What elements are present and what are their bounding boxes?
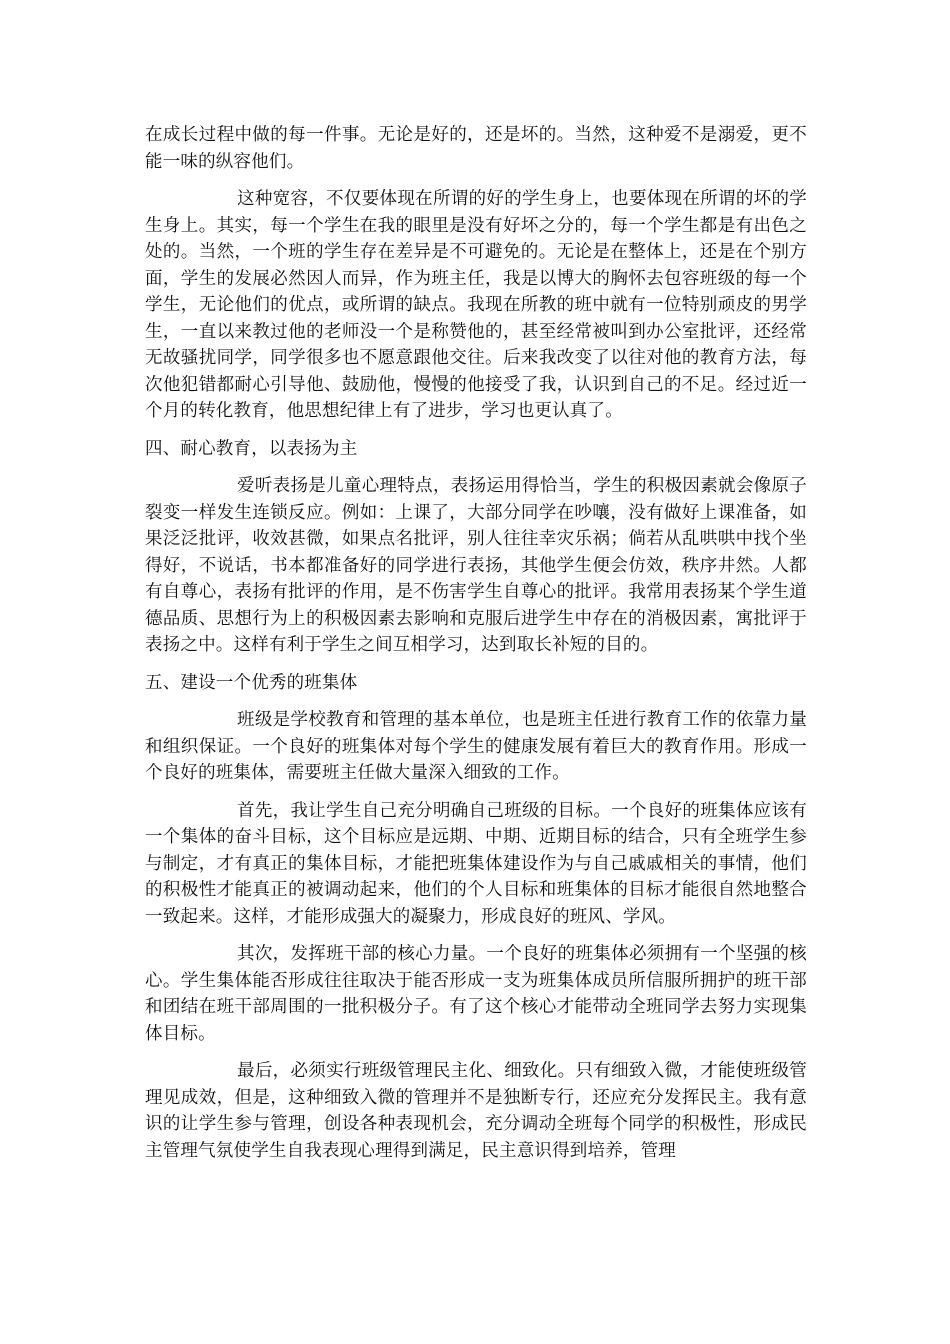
document-page: [145, 122, 807, 1175]
section-heading-5: 五、建设一个优秀的班集体: [145, 672, 358, 693]
section-heading-4: 四、耐心教育，以表扬为主: [145, 438, 358, 459]
paragraph-last-democracy: 最后，必须实行班级管理民主化、细致化。只有细致入微，才能使班级管理见成效，但是，这种细致入微的管理并不是独断专行，还应充分发挥民主。我有意识的让学生参与管理，创设各种表现机会，充分调动全班每个同学的积极性，形成民主管理气氛使学生自我表现心理得到满足，民主意识得到培养，管理: [145, 1061, 807, 1161]
paragraph-first-goal: 首先，我让学生自己充分明确自己班级的目标。一个良好的班集体应该有一个集体的奋斗目标，这个目标应是远期、中期、近期目标的结合，只有全班学生参与制定，才有真正的集体目标，才能把班集体建设作为与自己戚戚相关的事情，他们的积极性才能真正的被调动起来，他们的个人目标和班集体的目标才能很自然地整合一致起来。这样，才能形成强大的凝聚力，形成良好的班风、学风。: [145, 800, 807, 927]
paragraph-second-cadres: 其次，发挥班干部的核心力量。一个良好的班集体必须拥有一个坚强的核心。学生集体能否形成往往取决于能否形成一支为班集体成员所信服所拥护的班干部和团结在班干部周围的一批积极分子。有了这个核心才能带动全班同学去努力实现集体目标。: [145, 944, 807, 1044]
paragraph-praise: 爱听表扬是儿童心理特点，表扬运用得恰当，学生的积极因素就会像原子裂变一样发生连锁反应。例如：上课了，大部分同学在吵嚷，没有做好上课准备，如果泛泛批评，收效甚微，如果点名批评，别人往往幸灾乐祸；倘若从乱哄哄中找个坐得好，不说话，书本都准备好的同学进行表扬，其他学生便会仿效，秩序井然。人都有自尊心，表扬有批评的作用，是不伤害学生自尊心的批评。我常用表扬某个学生道德品质、思想行为上的积极因素去影响和克服后进学生中存在的消极因素，寓批评于表扬之中。这样有利于学生之间互相学习，达到取长补短的目的。: [145, 476, 807, 655]
paragraph-tolerance: 这种宽容，不仅要体现在所谓的好的学生身上，也要体现在所谓的坏的学生身上。其实，每一个学生在我的眼里是没有好坏之分的，每一个学生都是有出色之处的。当然，一个班的学生存在差异是不可避免的。无论是在整体上，还是在个别方面，学生的发展必然因人而异，作为班主任，我是以博大的胸怀去包容班级的每一个学生，无论他们的优点，或所谓的缺点。我现在所教的班中就有一位特别顽皮的男学生，一直以来教过他的老师没一个是称赞他的，甚至经常被叫到办公室批评，还经常无故骚扰同学，同学很多也不愿意跟他交往。后来我改变了以往对他的教育方法，每次他犯错都耐心引导他、鼓励他，慢慢的他接受了我，认识到自己的不足。经过近一个月的转化教育，他思想纪律上有了进步，学习也更认真了。: [145, 189, 807, 421]
paragraph-intro-continuation: 在成长过程中做的每一件事。无论是好的，还是坏的。当然，这种爱不是溺爱，更不能一味的纵容他们。: [145, 125, 807, 172]
paragraph-class-collective: 班级是学校教育和管理的基本单位，也是班主任进行教育工作的依靠力量和组织保证。一个良好的班集体对每个学生的健康发展有着巨大的教育作用。形成一个良好的班集体，需要班主任做大量深入细致的工作。: [145, 710, 807, 783]
